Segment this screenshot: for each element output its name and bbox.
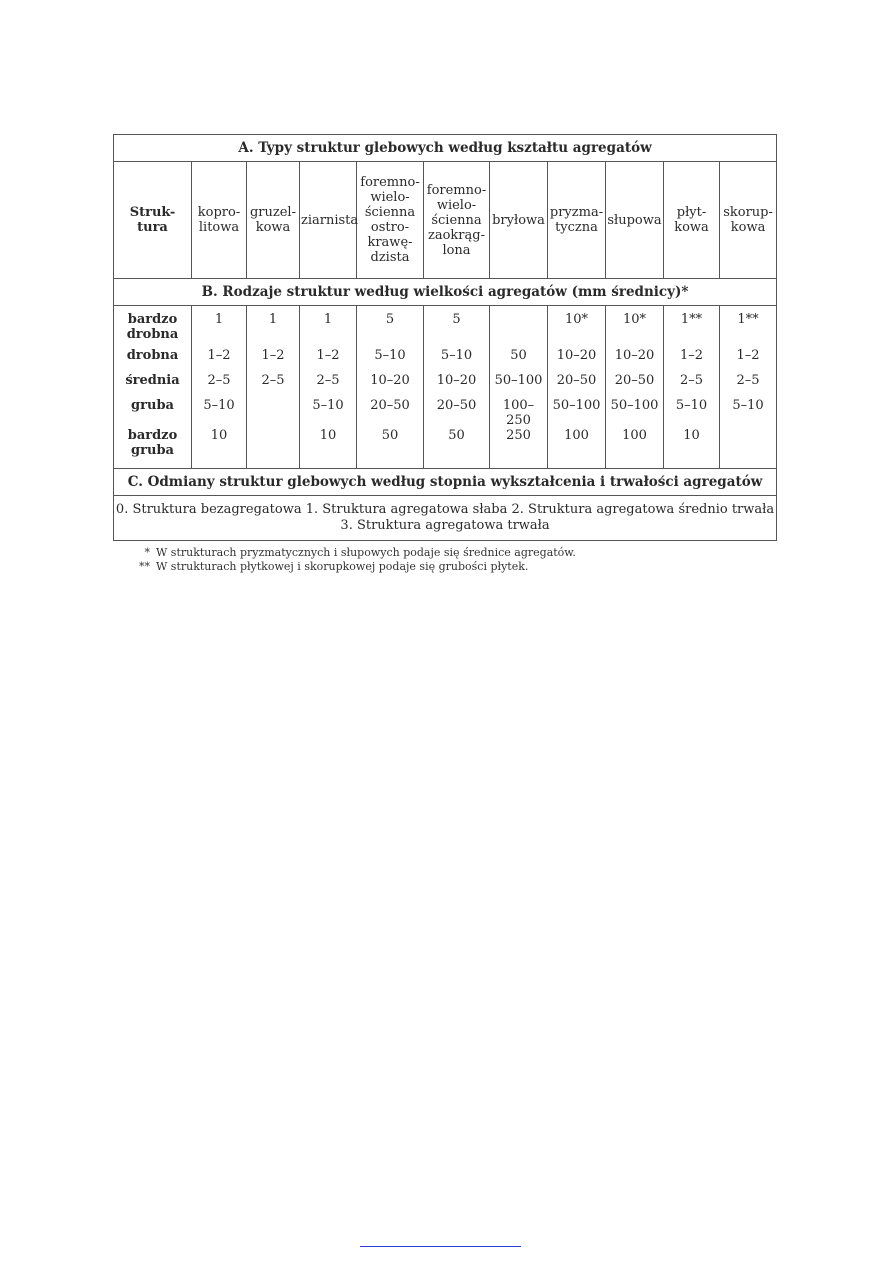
size-value: 10–20 bbox=[357, 373, 424, 398]
structure-type-line: dzista bbox=[370, 250, 410, 265]
size-label-line: drobna bbox=[126, 348, 179, 363]
structure-type-header bbox=[548, 162, 606, 279]
size-value: 20–50 bbox=[548, 373, 606, 398]
size-value: 2–5 bbox=[720, 373, 777, 398]
size-value: 10 bbox=[192, 428, 247, 469]
size-row bbox=[114, 306, 777, 349]
structure-type-line: lona bbox=[442, 242, 471, 258]
size-label-line: gruba bbox=[131, 443, 174, 458]
size-value: 50–100 bbox=[490, 373, 548, 398]
structure-type-line: zaokrąg- bbox=[428, 227, 485, 243]
structure-type-line: foremno- bbox=[360, 175, 420, 190]
structure-type-line: kopro- bbox=[197, 205, 241, 220]
size-value: 1–2 bbox=[192, 348, 247, 373]
size-value: 50–100 bbox=[606, 398, 664, 428]
structure-type-line: ziarnista bbox=[301, 212, 359, 228]
size-value: 5–10 bbox=[664, 398, 720, 428]
size-row bbox=[114, 428, 777, 469]
size-value: 10–20 bbox=[548, 348, 606, 373]
size-value: 2–5 bbox=[300, 373, 357, 398]
size-label bbox=[114, 428, 192, 469]
footnote-text: W strukturach płytkowej i skorupkowej podaje się grubości płytek. bbox=[156, 560, 529, 573]
structure-type-header bbox=[606, 162, 664, 279]
size-value: 10 bbox=[664, 428, 720, 469]
size-value: 50 bbox=[357, 428, 424, 469]
structure-label-line: tura bbox=[137, 220, 168, 235]
size-row bbox=[114, 398, 777, 428]
soil-structure-table bbox=[113, 134, 777, 541]
size-value bbox=[247, 428, 300, 469]
size-value: 20–50 bbox=[424, 398, 490, 428]
structure-type-line: krawę- bbox=[367, 235, 413, 250]
size-value: 5–10 bbox=[192, 398, 247, 428]
structure-type-header bbox=[720, 162, 777, 279]
size-value: 1 bbox=[247, 306, 300, 349]
size-label bbox=[114, 373, 192, 398]
structure-type-line: wielo- bbox=[370, 190, 410, 205]
size-value: 50 bbox=[424, 428, 490, 469]
structure-type-line: pryzma- bbox=[549, 205, 604, 220]
structure-type-line: ostro- bbox=[370, 220, 410, 235]
size-value: 5–10 bbox=[300, 398, 357, 428]
section-c-title: C. Odmiany struktur glebowych według stopnia wykształcenia i trwałości agregatów bbox=[114, 469, 777, 496]
size-value: 250 bbox=[490, 428, 548, 469]
section-c-description bbox=[114, 496, 777, 541]
structure-type-header bbox=[192, 162, 247, 279]
size-value bbox=[720, 428, 777, 469]
size-value: 20–50 bbox=[606, 373, 664, 398]
structure-label-line: Struk- bbox=[129, 205, 176, 220]
structure-type-header bbox=[300, 162, 357, 279]
size-value: 100–250 bbox=[490, 398, 548, 428]
size-label-line: średnia bbox=[125, 373, 180, 388]
structure-type-line: ścienna bbox=[364, 205, 416, 220]
structure-type-line: bryłowa bbox=[492, 212, 545, 228]
size-value: 1–2 bbox=[300, 348, 357, 373]
size-value: 10 bbox=[300, 428, 357, 469]
size-label-line: gruba bbox=[131, 398, 174, 413]
size-value: 5–10 bbox=[424, 348, 490, 373]
structure-type-line: kowa bbox=[255, 220, 291, 235]
structure-type-line: kowa bbox=[730, 220, 766, 235]
size-label-line: bardzo bbox=[127, 428, 178, 443]
structure-type-line: foremno- bbox=[426, 182, 487, 198]
size-value: 1 bbox=[300, 306, 357, 349]
footnote-mark: ** bbox=[139, 560, 150, 573]
size-value: 10* bbox=[548, 306, 606, 349]
size-label bbox=[114, 306, 192, 349]
size-value: 10–20 bbox=[606, 348, 664, 373]
size-value: 1** bbox=[664, 306, 720, 349]
size-value: 2–5 bbox=[664, 373, 720, 398]
structure-type-line: słupowa bbox=[607, 212, 662, 228]
size-value: 20–50 bbox=[357, 398, 424, 428]
page-link-underline[interactable] bbox=[360, 1246, 521, 1247]
structure-type-header bbox=[357, 162, 424, 279]
size-value: 1–2 bbox=[720, 348, 777, 373]
size-value: 1 bbox=[192, 306, 247, 349]
structure-type-line: płyt- bbox=[676, 205, 707, 220]
size-label bbox=[114, 348, 192, 373]
structure-type-line: wielo- bbox=[436, 197, 477, 213]
size-value: 5 bbox=[357, 306, 424, 349]
footnotes bbox=[130, 546, 576, 574]
size-value: 50–100 bbox=[548, 398, 606, 428]
size-label-line: drobna bbox=[126, 327, 179, 342]
section-c-line: 3. Struktura agregatowa trwała bbox=[340, 518, 550, 533]
section-a-title: A. Typy struktur glebowych według kształtu agregatów bbox=[114, 135, 777, 162]
structure-label-cell bbox=[114, 162, 192, 279]
structure-type-line: tyczna bbox=[555, 220, 598, 235]
structure-type-header bbox=[664, 162, 720, 279]
size-value: 50 bbox=[490, 348, 548, 373]
size-value: 10–20 bbox=[424, 373, 490, 398]
structure-type-line: ścienna bbox=[431, 212, 482, 228]
structure-type-line: skorup- bbox=[723, 205, 773, 220]
footnote bbox=[130, 560, 576, 574]
footnote-text: W strukturach pryzmatycznych i słupowych podaje się średnice agregatów. bbox=[156, 546, 576, 559]
footnote-mark: * bbox=[144, 546, 150, 559]
size-value: 5–10 bbox=[720, 398, 777, 428]
structure-type-line: gruzel- bbox=[249, 205, 296, 220]
size-value bbox=[490, 306, 548, 349]
size-value: 5 bbox=[424, 306, 490, 349]
size-value: 5–10 bbox=[357, 348, 424, 373]
size-value: 100 bbox=[548, 428, 606, 469]
size-value: 1–2 bbox=[664, 348, 720, 373]
size-label bbox=[114, 398, 192, 428]
footnote bbox=[130, 546, 576, 560]
size-value: 1–2 bbox=[247, 348, 300, 373]
structure-type-header bbox=[490, 162, 548, 279]
structure-type-header bbox=[247, 162, 300, 279]
size-value: 10* bbox=[606, 306, 664, 349]
section-b-title: B. Rodzaje struktur według wielkości agregatów (mm średnicy)* bbox=[114, 279, 777, 306]
size-value: 1** bbox=[720, 306, 777, 349]
size-value bbox=[247, 398, 300, 428]
section-c-line: 0. Struktura bezagregatowa 1. Struktura agregatowa słaba 2. Struktura agregatowa średnio trwała bbox=[115, 502, 775, 517]
structure-type-header bbox=[424, 162, 490, 279]
size-value: 2–5 bbox=[192, 373, 247, 398]
size-label-line: bardzo bbox=[127, 312, 178, 327]
size-row bbox=[114, 373, 777, 398]
structure-type-line: litowa bbox=[198, 220, 240, 235]
size-value: 2–5 bbox=[247, 373, 300, 398]
size-value: 100 bbox=[606, 428, 664, 469]
size-row bbox=[114, 348, 777, 373]
structure-type-line: kowa bbox=[674, 220, 709, 235]
